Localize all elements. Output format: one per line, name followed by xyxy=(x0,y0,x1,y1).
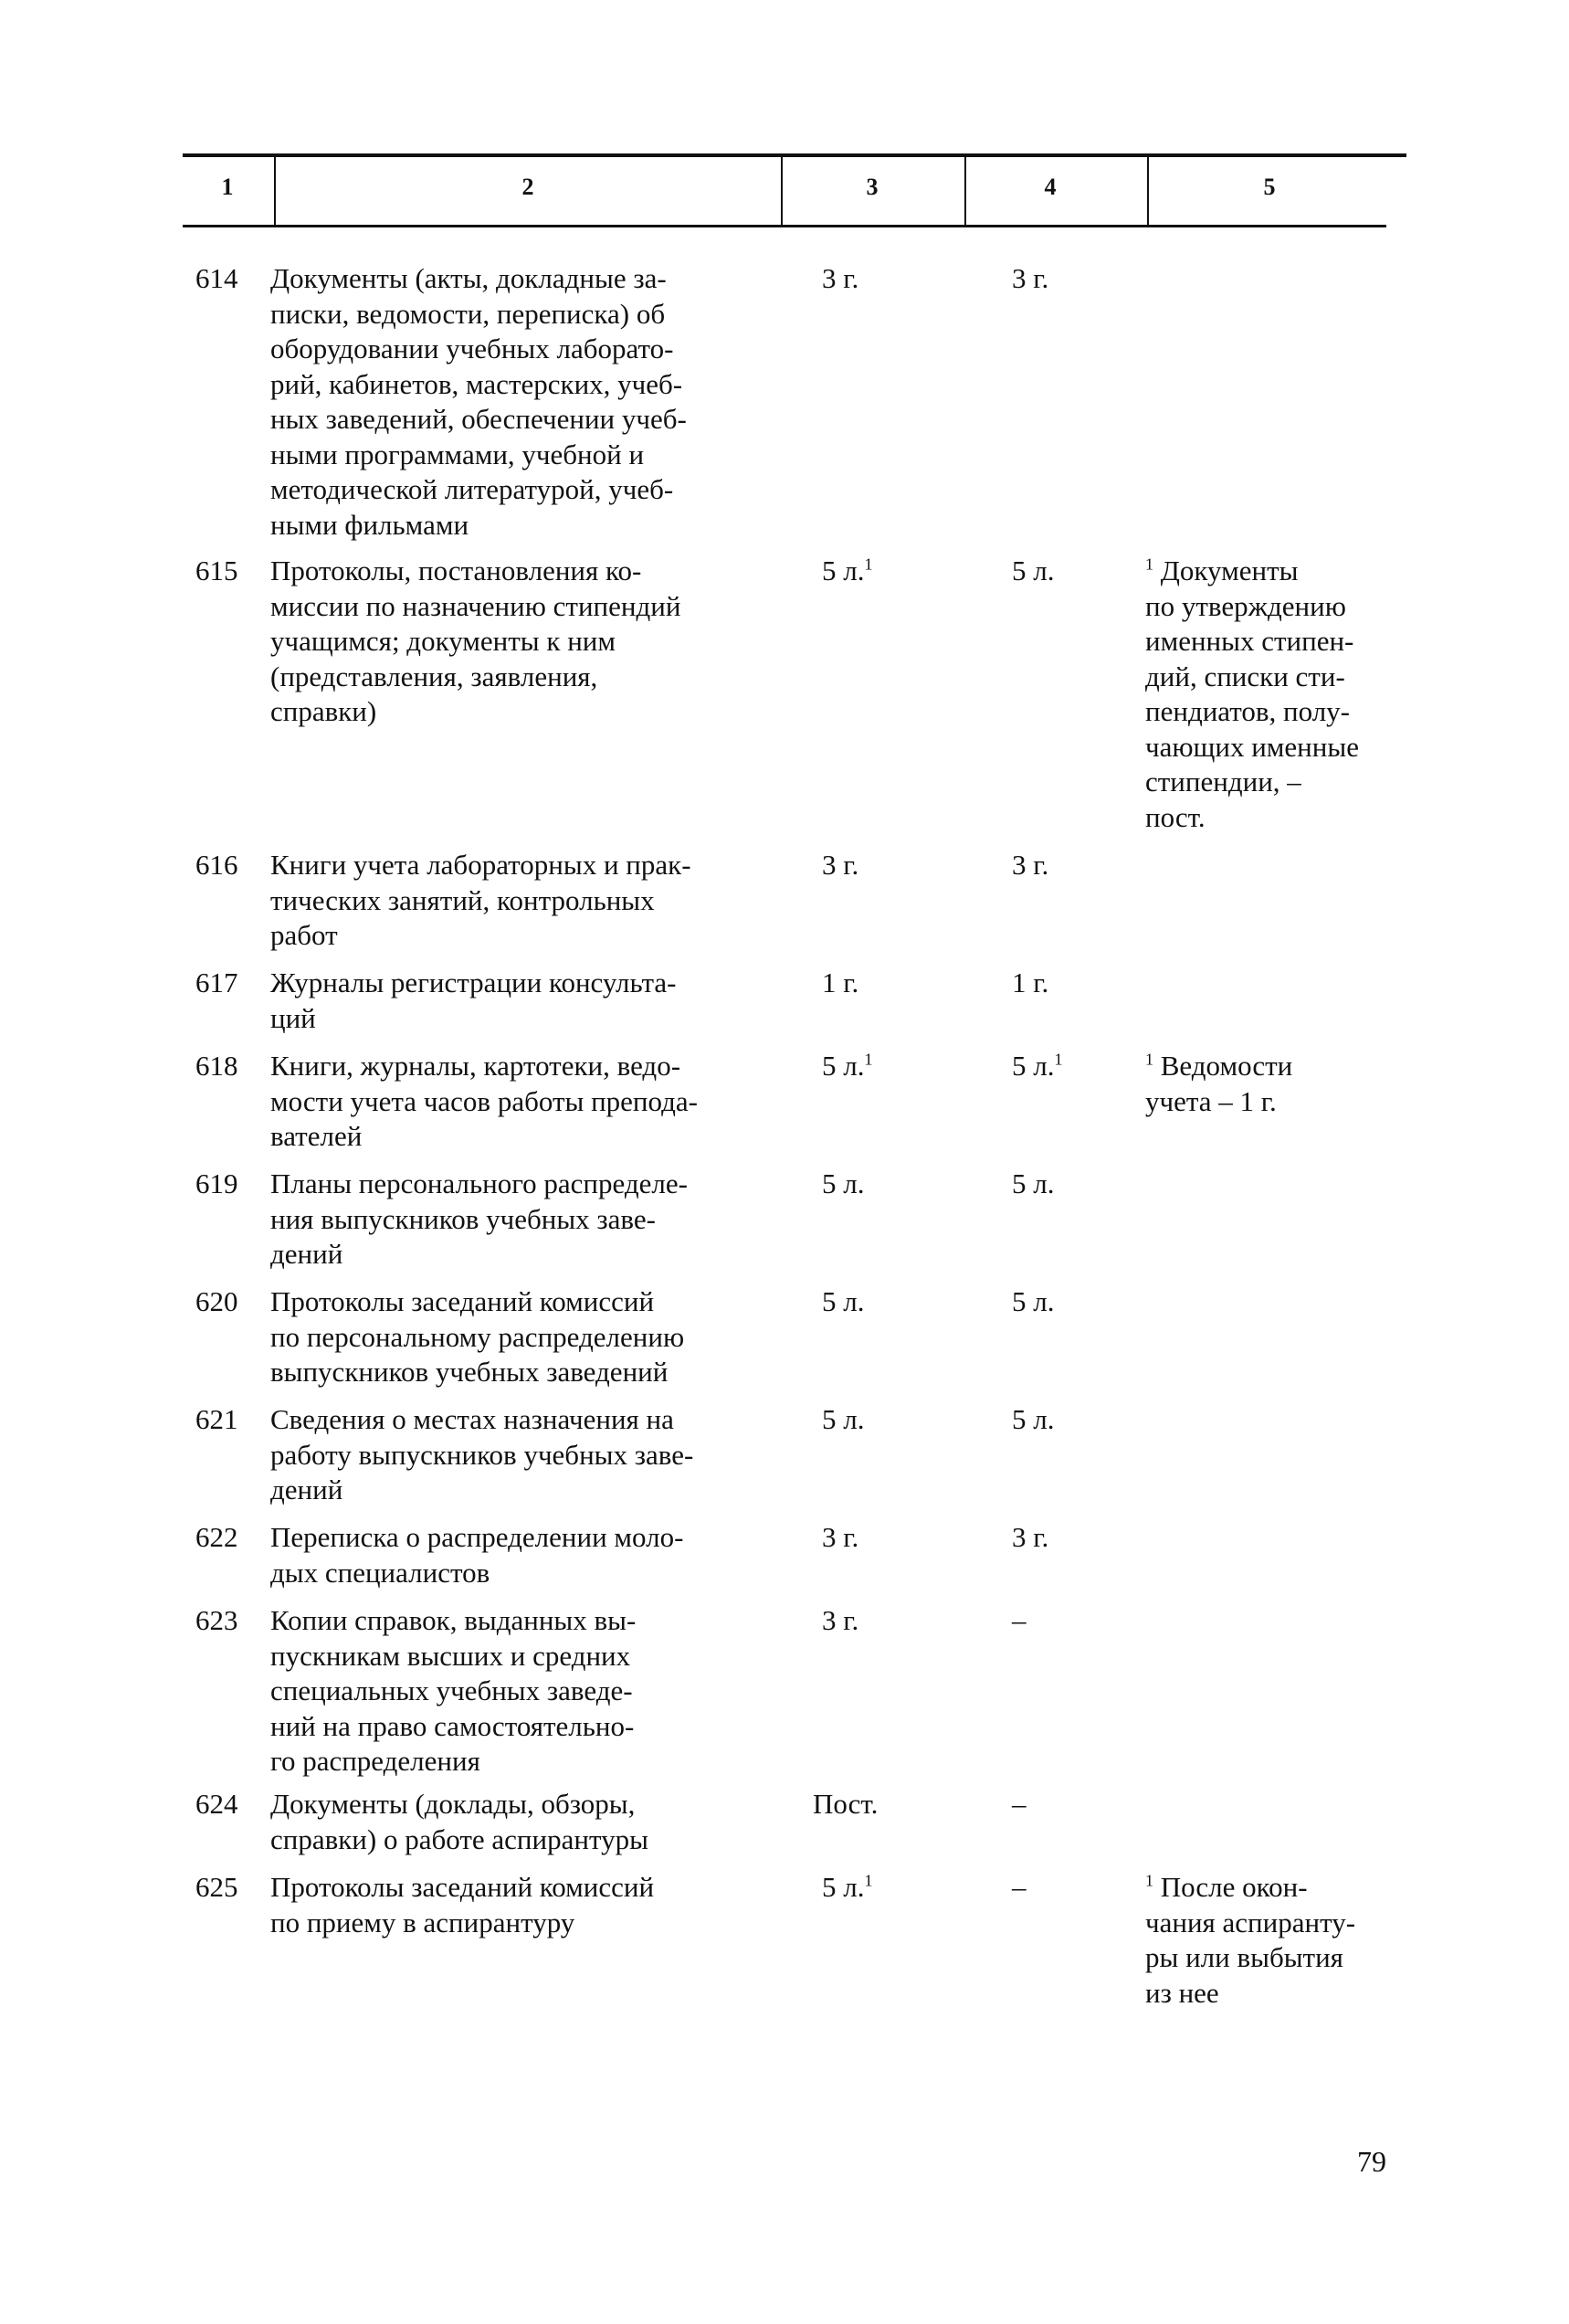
row-number: 617 xyxy=(195,967,238,998)
header-col-5: 5 xyxy=(1263,174,1276,200)
row-period-col4 xyxy=(1012,848,1131,883)
row-description: Книги, журналы, картотеки, ведо- мости учета часов работы препода- вателей xyxy=(270,1050,698,1152)
row-number: 618 xyxy=(195,1050,238,1082)
row-period-col3 xyxy=(822,848,941,883)
row-description: Протоколы заседаний комиссий по персональному распределению выпускников учебных заведений xyxy=(270,1285,685,1388)
header-col-3: 3 xyxy=(866,174,879,200)
row-period-col3 xyxy=(822,1167,941,1202)
row-period-col3 xyxy=(822,554,941,589)
row-description: Сведения о местах назначения на работу выпускников учебных заве- дений xyxy=(270,1403,694,1505)
row-period-col3 xyxy=(822,966,941,1001)
row-number: 624 xyxy=(195,1788,238,1820)
period-value: 3 г. xyxy=(822,1521,859,1553)
period-value: 3 г. xyxy=(1012,262,1049,294)
note-text: После окон- чания аспиранту- ры или выбытия из нее xyxy=(1145,1871,1356,2009)
row-number: 616 xyxy=(195,849,238,881)
period-value: 3 г. xyxy=(1012,1521,1049,1553)
row-period-col3 xyxy=(822,1402,941,1438)
footnote-marker: 1 xyxy=(1145,1050,1153,1069)
row-description: Журналы регистрации консульта- ций xyxy=(270,967,677,1034)
row-description: Книги учета лабораторных и прак- тических занятий, контрольных работ xyxy=(270,849,691,951)
row-number: 614 xyxy=(195,262,238,294)
row-period-col4 xyxy=(1012,261,1131,297)
page-number: 79 xyxy=(1357,2145,1386,2178)
header-top-rule xyxy=(183,153,1406,157)
period-value: 5 л. xyxy=(1012,1403,1055,1435)
row-description: Протоколы, постановления ко- миссии по назначению стипендий учащимся; документы к ним (представления, заявления, справки) xyxy=(270,555,681,727)
row-description: Документы (акты, докладные за- писки, ведомости, переписка) об оборудовании учебных лаборато- рий, кабинетов, мастерских, учеб- ных заведений, обеспечении учеб- ными программами, учебной и методической литературой, учеб- ными фильмами xyxy=(270,262,687,541)
row-description: Копии справок, выданных вы- пускникам высших и средних специальных учебных заведе- ний на право самостоятельно- го распределения xyxy=(270,1604,637,1777)
row-description: Протоколы заседаний комиссий по приему в аспирантуру xyxy=(270,1871,655,1938)
footnote-marker: 1 xyxy=(864,1050,873,1069)
row-period-col3 xyxy=(813,1787,932,1822)
header-divider xyxy=(964,156,966,227)
footnote-marker: 1 xyxy=(864,1871,873,1890)
period-value: 3 г. xyxy=(822,1604,859,1636)
period-value: 3 г. xyxy=(822,262,859,294)
row-note xyxy=(1145,1049,1410,1119)
header-divider xyxy=(1147,156,1149,227)
footnote-marker: 1 xyxy=(864,555,873,574)
row-description: Документы (доклады, обзоры, справки) о работе аспирантуры xyxy=(270,1788,648,1855)
row-period-col4 xyxy=(1012,1603,1131,1639)
row-period-col3 xyxy=(822,1603,941,1639)
row-note xyxy=(1145,554,1410,835)
row-description: Переписка о распределении моло- дых специалистов xyxy=(270,1521,684,1589)
row-period-col4 xyxy=(1012,1870,1131,1906)
period-value: 5 л. xyxy=(1012,555,1055,586)
row-number: 621 xyxy=(195,1403,238,1435)
header-divider xyxy=(274,156,276,227)
period-value: 5 л. xyxy=(822,1285,865,1317)
row-period-col4 xyxy=(1012,1049,1131,1084)
period-value: 5 л. xyxy=(1012,1167,1055,1199)
row-description: Планы персонального распределе- ния выпускников учебных заве- дений xyxy=(270,1167,688,1270)
row-period-col3 xyxy=(822,1049,941,1084)
row-period-col4 xyxy=(1012,1520,1131,1556)
row-period-col3 xyxy=(822,1284,941,1320)
row-period-col4 xyxy=(1012,1402,1131,1438)
row-period-col4 xyxy=(1012,966,1131,1001)
header-col-4: 4 xyxy=(1044,174,1057,200)
period-value: 3 г. xyxy=(1012,849,1049,881)
row-period-col3 xyxy=(822,261,941,297)
row-period-col4 xyxy=(1012,1787,1131,1822)
row-number: 625 xyxy=(195,1871,238,1903)
period-value: 5 л. xyxy=(1012,1050,1055,1082)
period-value: 1 г. xyxy=(822,967,859,998)
header-divider xyxy=(781,156,783,227)
row-number: 623 xyxy=(195,1604,238,1636)
header-col-2: 2 xyxy=(521,174,534,200)
period-value: 5 л. xyxy=(822,555,865,586)
row-number: 622 xyxy=(195,1521,238,1553)
period-value: Пост. xyxy=(813,1788,879,1820)
row-note xyxy=(1145,1870,1410,2011)
row-period-col4 xyxy=(1012,554,1131,589)
period-value: – xyxy=(1012,1604,1027,1636)
row-period-col4 xyxy=(1012,1167,1131,1202)
period-value: 1 г. xyxy=(1012,967,1049,998)
note-text: Документы по утверждению именных стипен- дий, списки сти- пендиатов, полу- чающих именные стипендии, – пост. xyxy=(1145,555,1359,833)
row-number: 619 xyxy=(195,1167,238,1199)
row-period-col3 xyxy=(822,1520,941,1556)
header-bottom-rule xyxy=(183,225,1386,227)
period-value: 3 г. xyxy=(822,849,859,881)
note-text: Ведомости учета – 1 г. xyxy=(1145,1050,1293,1117)
row-period-col3 xyxy=(822,1870,941,1906)
row-period-col4 xyxy=(1012,1284,1131,1320)
row-number: 620 xyxy=(195,1285,238,1317)
period-value: – xyxy=(1012,1788,1027,1820)
footnote-marker: 1 xyxy=(1145,1871,1153,1890)
period-value: 5 л. xyxy=(822,1050,865,1082)
period-value: 5 л. xyxy=(822,1167,865,1199)
footnote-marker: 1 xyxy=(1054,1050,1063,1069)
period-value: – xyxy=(1012,1871,1027,1903)
footnote-marker: 1 xyxy=(1145,555,1153,574)
period-value: 5 л. xyxy=(822,1403,865,1435)
period-value: 5 л. xyxy=(822,1871,865,1903)
period-value: 5 л. xyxy=(1012,1285,1055,1317)
row-number: 615 xyxy=(195,555,238,586)
header-col-1: 1 xyxy=(221,174,234,200)
